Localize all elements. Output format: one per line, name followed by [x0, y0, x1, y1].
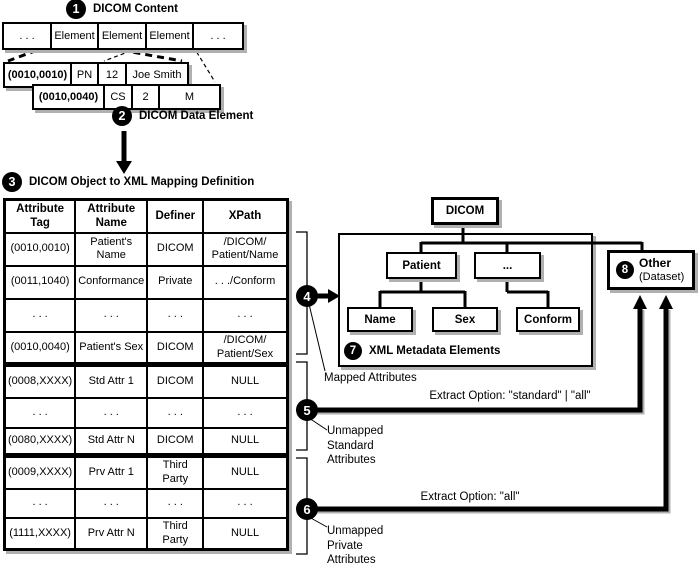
content-cell: Element	[99, 24, 147, 48]
table-row	[5, 299, 288, 332]
step-7-badge: 7	[344, 342, 362, 360]
cell: . . ./Conform	[203, 266, 287, 299]
step-1-badge: 1	[66, 0, 86, 19]
cell: (0010,0010)	[5, 233, 76, 266]
step-7-title	[344, 342, 500, 360]
extract-option-standard-label: Extract Option: "standard" | "all"	[429, 390, 591, 402]
extract-option-all-label: Extract Option: "all"	[420, 491, 520, 503]
mapping-definition-table	[3, 198, 289, 551]
table-row	[5, 428, 288, 456]
vr-cell: PN	[72, 64, 99, 86]
content-cell: Element	[52, 24, 99, 48]
table-row	[5, 398, 288, 428]
cell: . . .	[203, 398, 287, 428]
cell: (0011,1040)	[5, 266, 76, 299]
cell: DICOM	[147, 428, 203, 456]
cell: NULL	[203, 518, 287, 550]
cell: Std Attr N	[75, 428, 147, 456]
tree-node-name: Name	[347, 307, 413, 332]
table-row	[5, 365, 288, 398]
cell: Third Party	[147, 518, 203, 550]
cell: (0009,XXXX)	[5, 456, 76, 489]
cell: . . .	[75, 489, 147, 518]
cell: Private	[147, 266, 203, 299]
step-2-badge: 2	[112, 106, 132, 126]
vr-cell: CS	[105, 86, 133, 108]
table-row	[5, 518, 288, 550]
table-row	[5, 489, 288, 518]
tree-node-sex: Sex	[432, 307, 498, 332]
step-2-label: DICOM Data Element	[139, 110, 254, 122]
step-4-badge: 4	[296, 285, 318, 307]
dicom-content-row	[2, 22, 244, 50]
step-1-title	[66, 0, 178, 19]
cell: DICOM	[147, 233, 203, 266]
step-6-badge: 6	[296, 498, 318, 520]
cell: . . .	[147, 398, 203, 428]
cell: Prv Attr 1	[75, 456, 147, 489]
dataset-label: (Dataset)	[639, 270, 685, 283]
value-cell: Joe Smith	[132, 69, 182, 81]
col-header: Attribute Tag	[5, 200, 76, 233]
tree-node-conform: Conform	[516, 307, 580, 332]
step-3-title	[2, 172, 254, 192]
cell: Prv Attr N	[75, 518, 147, 550]
cell: . . .	[5, 398, 76, 428]
step-2-title	[112, 106, 253, 126]
cell: /DICOM/ Patient/Name	[203, 233, 287, 266]
step-3-label: DICOM Object to XML Mapping Definition	[29, 176, 255, 188]
cell: . . .	[75, 299, 147, 332]
table-row	[5, 456, 288, 489]
cell: . . .	[5, 489, 76, 518]
cell: (0010,0040)	[5, 332, 76, 365]
cell: Patient's Name	[75, 233, 147, 266]
other-dataset-box	[607, 250, 695, 290]
tree-node-patient: Patient	[386, 252, 457, 279]
other-label: Other	[639, 255, 672, 270]
cell: (0008,XXXX)	[5, 365, 76, 398]
tree-node-more: ...	[474, 252, 541, 279]
col-header: XPath	[203, 200, 287, 233]
unmapped-standard-label: Unmapped Standard Attributes	[327, 425, 384, 467]
tree-node-dicom: DICOM	[431, 197, 499, 225]
cell: (0080,XXXX)	[5, 428, 76, 456]
cell: . . .	[147, 489, 203, 518]
cell: (1111,XXXX)	[5, 518, 76, 550]
col-header: Definer	[147, 200, 203, 233]
cell: NULL	[203, 456, 287, 489]
table-row	[5, 233, 288, 266]
col-header: Attribute Name	[75, 200, 147, 233]
unmapped-private-label: Unmapped Private Attributes	[327, 525, 384, 566]
mapped-attributes-label: Mapped Attributes	[324, 372, 417, 384]
cell: Conformance	[75, 266, 147, 299]
cell: DICOM	[147, 332, 203, 365]
step-7-label: XML Metadata Elements	[369, 345, 501, 357]
cell: Std Attr 1	[75, 365, 147, 398]
tag-cell: (0010,0040)	[34, 86, 105, 108]
cell: NULL	[203, 365, 287, 398]
cell: Patient's Sex	[75, 332, 147, 365]
cell: Third Party	[147, 456, 203, 489]
cell: . . .	[75, 398, 147, 428]
step-1-label: DICOM Content	[93, 3, 178, 15]
step-5-badge: 5	[296, 399, 318, 421]
cell: . . .	[5, 299, 76, 332]
cell: . . .	[203, 489, 287, 518]
step-3-badge: 3	[2, 172, 22, 192]
content-cell: . . .	[210, 30, 226, 42]
length-cell: 12	[99, 64, 127, 86]
step-8-badge: 8	[616, 261, 634, 279]
cell: DICOM	[147, 365, 203, 398]
cell: . . .	[203, 299, 287, 332]
table-header-row	[5, 200, 288, 233]
value-cell: M	[184, 91, 195, 103]
cell: . . .	[147, 299, 203, 332]
table-row	[5, 266, 288, 299]
table-row	[5, 332, 288, 365]
cell: NULL	[203, 428, 287, 456]
length-cell: 2	[133, 86, 160, 108]
down-arrow	[116, 131, 132, 174]
content-cell: Element	[147, 24, 194, 48]
content-cell: . . .	[4, 24, 52, 48]
tag-cell: (0010,0010)	[5, 64, 72, 86]
cell: /DICOM/ Patient/Sex	[203, 332, 287, 365]
